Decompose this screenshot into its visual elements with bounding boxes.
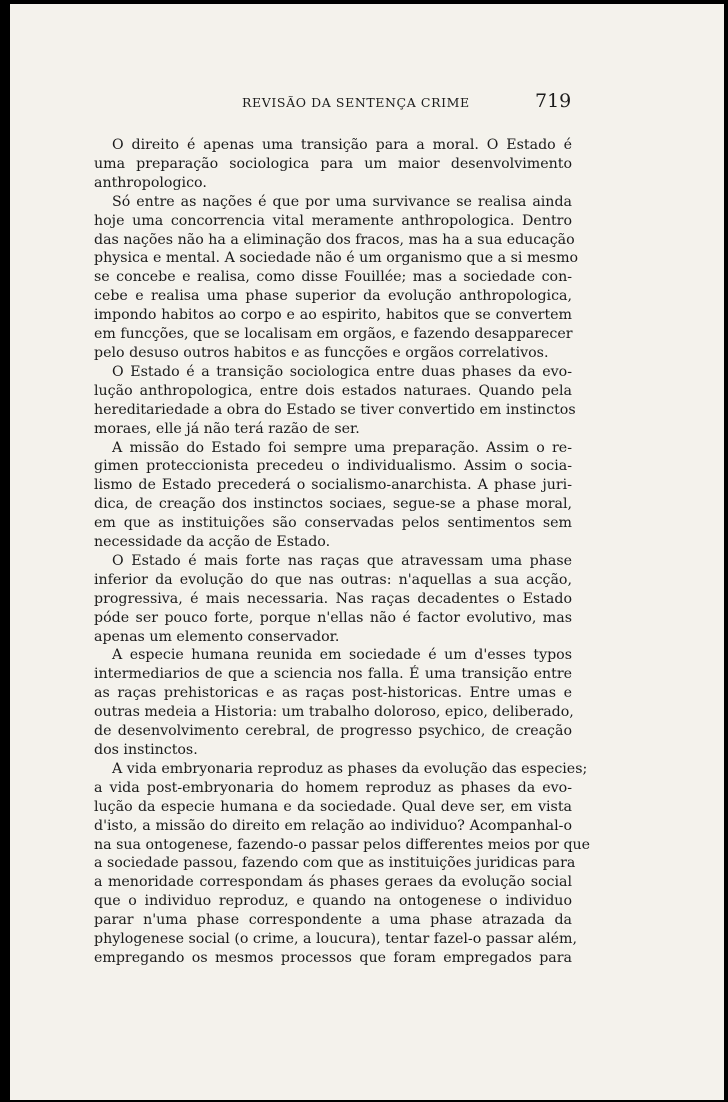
text-line: O Estado é a transição sociologica entre duas phases da evo- <box>112 363 572 380</box>
text-line: lução anthropologica, entre dois estados naturaes. Quando pela <box>94 382 572 399</box>
text-line: em funcções, que se localisam em orgãos, e fazendo desapparecer <box>94 326 573 343</box>
page-number: 719 <box>535 90 572 112</box>
text-line: moraes, elle já não terá razão de ser. <box>94 420 360 437</box>
text-line: A vida embryonaria reproduz as phases da evolução das especies; <box>112 760 588 777</box>
text-line: physica e mental. A sociedade não é um organismo que a si mesmo <box>94 250 579 267</box>
text-line: a vida post-embryonaria do homem reproduz as phases da evo- <box>94 779 572 796</box>
text-line: parar n'uma phase correspondente a uma phase atrazada da <box>94 912 572 929</box>
book-page <box>10 4 724 1100</box>
text-line: O direito é apenas uma transição para a moral. O Estado é <box>112 137 572 153</box>
text-line: uma preparação sociologica para um maior desenvolvimento <box>94 155 572 172</box>
text-line: impondo habitos ao corpo e ao espirito, habitos que se convertem <box>94 307 572 324</box>
text-line: gimen proteccionista precedeu o individualismo. Assim o socia- <box>94 458 572 475</box>
text-line: phylogenese social (o crime, a loucura), tentar fazel-o passar além, <box>94 931 577 948</box>
text-line: lismo de Estado precederá o socialismo-anarchista. A phase juri- <box>94 477 572 494</box>
text-line: as raças prehistoricas e as raças post-historicas. Entre umas e <box>94 685 572 702</box>
text-line: a menoridade correspondam ás phases geraes da evolução social <box>94 874 572 891</box>
text-line: pelo desuso outros habitos e as funcções e orgãos correlativos. <box>94 344 549 361</box>
text-line: necessidade da acção de Estado. <box>94 534 331 551</box>
text-line: dica, de creação dos instinctos sociaes, segue-se a phase moral, <box>94 496 572 513</box>
text-line: na sua ontogenese, fazendo-o passar pelos differentes meios por que <box>94 836 591 853</box>
text-line: A especie humana reunida em sociedade é um d'esses typos <box>112 647 572 664</box>
text-line: em que as instituições são conservadas pelos sentimentos sem <box>94 515 572 532</box>
text-line: apenas um elemento conservador. <box>94 628 340 645</box>
text-line: hoje uma concorrencia vital meramente anthropologica. Dentro <box>94 212 572 229</box>
text-line: intermediarios de que a sciencia nos falla. É uma transição entre <box>94 666 572 683</box>
running-head: REVISÃO DA SENTENÇA CRIME <box>242 95 470 110</box>
text-line: hereditariedade a obra do Estado se tiver convertido em instinctos <box>94 401 576 418</box>
text-line: d'isto, a missão do direito em relação ao individuo? Acompanhal-o <box>94 817 572 834</box>
text-line: Só entre as nações é que por uma survivance se realisa ainda <box>112 193 572 210</box>
text-line: A missão do Estado foi sempre uma preparação. Assim o re- <box>112 439 572 456</box>
text-line: anthropologico. <box>94 174 207 191</box>
text-line: cebe e realisa uma phase superior da evolução anthropologica, <box>94 288 572 305</box>
text-line: dos instinctos. <box>94 742 198 758</box>
text-line: póde ser pouco forte, porque n'ellas não é factor evolutivo, mas <box>94 609 572 626</box>
text-line: de desenvolvimento cerebral, de progresso psychico, de creação <box>94 723 572 740</box>
body-text <box>94 136 591 968</box>
text-line: inferior da evolução do que nas outras: n'aquellas a sua acção, <box>94 571 572 588</box>
text-line: a sociedade passou, fazendo com que as instituições juridicas para <box>94 855 576 872</box>
text-line: O Estado é mais forte nas raças que atravessam uma phase <box>112 552 572 569</box>
text-line: progressiva, é mais necessaria. Nas raças decadentes o Estado <box>94 590 572 607</box>
text-line: se concebe e realisa, como disse Fouillée; mas a sociedade con- <box>94 269 572 286</box>
text-line: das nações não ha a eliminação dos fracos, mas ha a sua educação <box>94 231 575 248</box>
text-line: lução da especie humana e da sociedade. Qual deve ser, em vista <box>94 798 572 815</box>
text-line: empregando os mesmos processos que foram empregados para <box>94 949 572 966</box>
text-line: outras medeia a Historia: um trabalho doloroso, epico, deliberado, <box>94 704 574 721</box>
text-line: que o individuo reproduz, e quando na ontogenese o individuo <box>94 893 572 910</box>
